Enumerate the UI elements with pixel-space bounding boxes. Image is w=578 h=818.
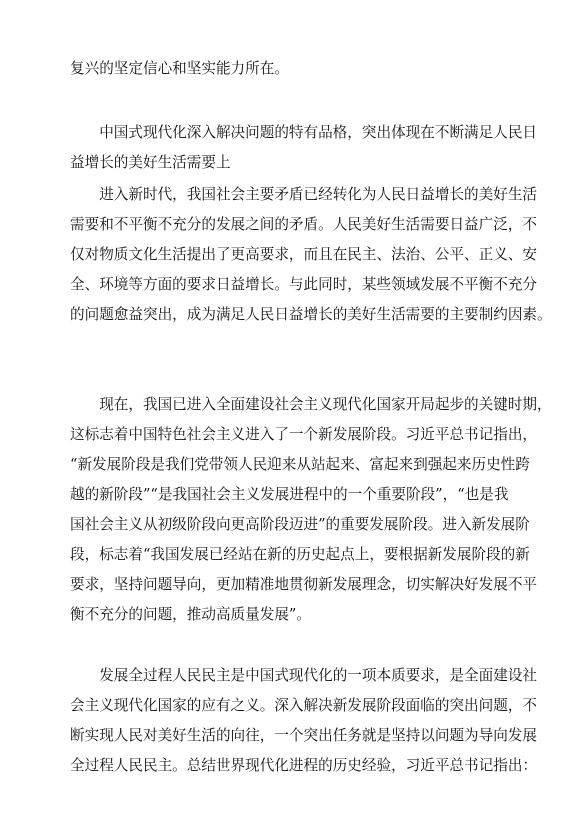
text-line: 要求，坚持问题导向，更加精准地贯彻新发展理念，切实解决好发展不平: [70, 576, 538, 593]
text-line: “新发展阶段是我们党带领人民迎来从站起来、富起来到强起来历史性跨: [70, 456, 530, 473]
text-line: 衡不充分的问题，推动高质量发展”。: [70, 606, 311, 623]
text-line: 仅对物质文化生活提出了更高要求，而且在民主、法治、公平、正义、安: [70, 246, 538, 263]
text-line: 现在，我国已进入全面建设社会主义现代化国家开局起步的关键时期，: [70, 396, 552, 413]
text-line: 中国式现代化深入解决问题的特有品格，突出体现在不断满足人民日: [70, 124, 538, 141]
text-line: 的问题愈益突出，成为满足人民日益增长的美好生活需要的主要制约因素。: [70, 306, 552, 323]
text-line: 会主义现代化国家的应有之义。深入解决新发展阶段面临的突出问题，不: [70, 697, 538, 714]
section-heading: [70, 118, 538, 178]
text-line: 全、环境等方面的要求日益增长。与此同时，某些领域发展不平衡不充分: [70, 276, 538, 293]
text-line: 全过程人民民主。总结世界现代化进程的历史经验，习近平总书记指出：: [70, 757, 538, 774]
paragraph: [70, 390, 552, 630]
text-line: 段，标志着“我国发展已经站在新的历史起点上，要根据新发展阶段的新: [70, 546, 530, 563]
paragraph: [70, 661, 538, 781]
text-line: 断实现人民对美好生活的向往，一个突出任务就是坚持以问题为导向发展: [70, 727, 538, 744]
text-line: 国社会主义从初级阶段向更高阶段迈进”的重要发展阶段。进入新发展阶: [70, 516, 530, 533]
text-line: 进入新时代，我国社会主要矛盾已经转化为人民日益增长的美好生活: [70, 186, 538, 203]
text-line: 复兴的坚定信心和坚实能力所在。: [70, 60, 289, 77]
text-line: 益增长的美好生活需要上: [70, 154, 231, 171]
text-line: 需要和不平衡不充分的发展之间的矛盾。人民美好生活需要日益广泛，不: [70, 216, 538, 233]
paragraph: [70, 180, 552, 330]
text-line: 这标志着中国特色社会主义进入了一个新发展阶段。习近平总书记指出，: [70, 426, 538, 443]
text-line: 发展全过程人民民主是中国式现代化的一项本质要求，是全面建设社: [70, 667, 538, 684]
paragraph-continuation: [70, 54, 516, 84]
text-line: 越的新阶段”“是我国社会主义发展进程中的一个重要阶段”，“也是我: [70, 486, 509, 503]
